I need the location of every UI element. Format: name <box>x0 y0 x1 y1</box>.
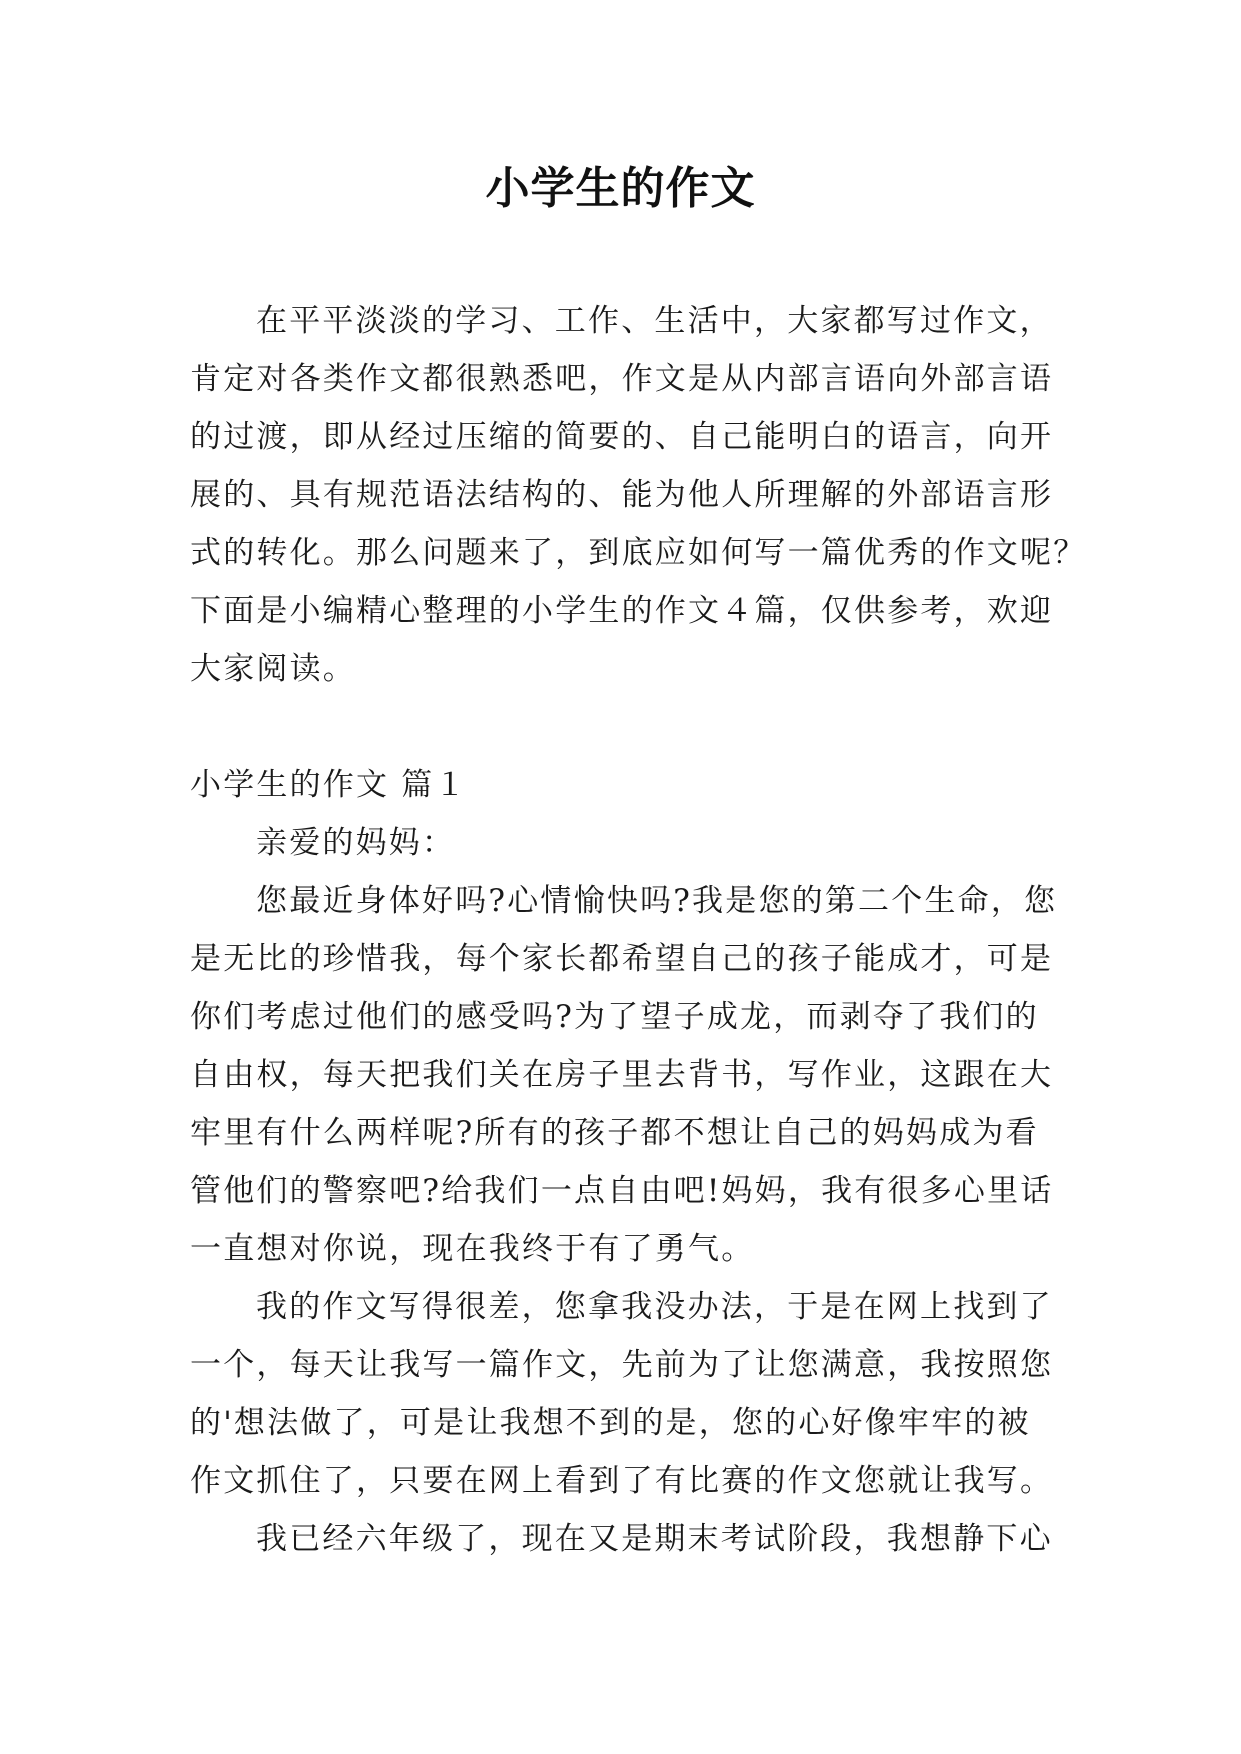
letter-greeting: 亲爱的妈妈： <box>256 825 456 861</box>
text-line: 牢里有什么两样呢?所有的孩子都不想让自己的妈妈成为看 <box>190 1115 1039 1151</box>
text-line: 在平平淡淡的学习、工作、生活中，大家都写过作文， <box>256 303 1053 339</box>
text-line: 大家阅读。 <box>190 651 356 687</box>
text-line: 展的、具有规范语法结构的、能为他人所理解的外部语言形 <box>190 477 1054 513</box>
text-line: 一个，每天让我写一篇作文，先前为了让您满意，我按照您 <box>190 1347 1054 1383</box>
paragraph-gap <box>190 698 1050 756</box>
text-line: 你们考虑过他们的感受吗?为了望子成龙，而剥夺了我们的 <box>190 999 1039 1035</box>
text-line: 是无比的珍惜我，每个家长都希望自己的孩子能成才，可是 <box>190 941 1054 977</box>
body-paragraph-3 <box>190 1510 1053 1568</box>
text-line: 您最近身体好吗?心情愉快吗?我是您的第二个生命，您 <box>256 883 1058 919</box>
text-line: 我已经六年级了，现在又是期末考试阶段，我想静下心 <box>256 1521 1053 1557</box>
text-line: 的过渡，即从经过压缩的简要的、自己能明白的语言，向开 <box>190 419 1054 455</box>
text-line: 管他们的警察吧?给我们一点自由吧!妈妈，我有很多心里话 <box>190 1173 1054 1209</box>
text-line: 我的作文写得很差，您拿我没办法，于是在网上找到了 <box>256 1289 1053 1325</box>
document-body <box>190 292 1087 1568</box>
intro-paragraph <box>190 292 1087 698</box>
body-paragraph-1 <box>190 872 1058 1278</box>
body-paragraph-2 <box>190 1278 1054 1510</box>
document-title: 小学生的作文 <box>485 163 756 214</box>
text-line: 自由权，每天把我们关在房子里去背书，写作业，这跟在大 <box>190 1057 1054 1093</box>
text-line: 式的转化。那么问题来了，到底应如何写一篇优秀的作文呢？ <box>190 535 1087 571</box>
section-heading: 小学生的作文 篇１ <box>190 767 468 803</box>
text-line: 肯定对各类作文都很熟悉吧，作文是从内部言语向外部言语 <box>190 361 1054 397</box>
text-line: 下面是小编精心整理的小学生的作文４篇，仅供参考，欢迎 <box>190 593 1054 629</box>
text-line: 的'想法做了，可是让我想不到的是，您的心好像牢牢的被 <box>190 1405 1031 1441</box>
text-line: 一直想对你说，现在我终于有了勇气。 <box>190 1231 755 1267</box>
text-line: 作文抓住了，只要在网上看到了有比赛的作文您就让我写。 <box>190 1463 1054 1499</box>
